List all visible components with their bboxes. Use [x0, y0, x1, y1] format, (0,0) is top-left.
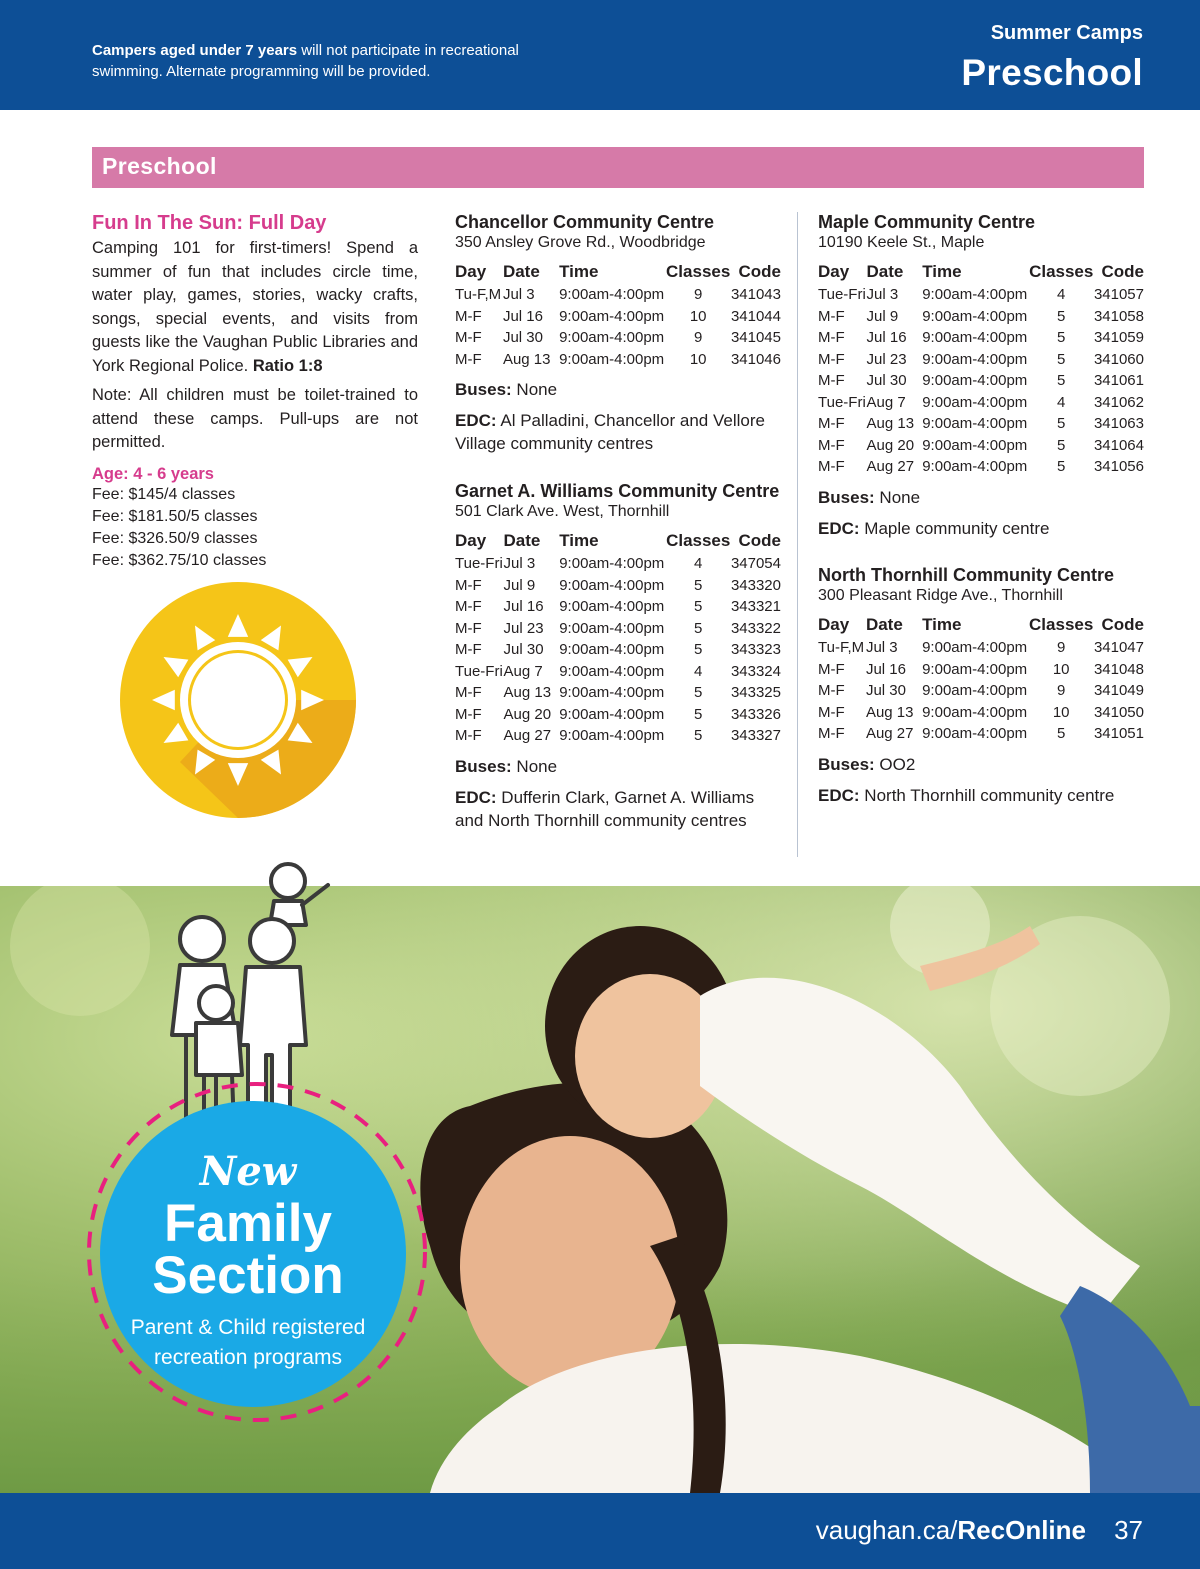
cell-date: Aug 20	[866, 436, 915, 454]
table-row	[818, 413, 1144, 435]
cell-date: Jul 3	[502, 286, 535, 304]
cell-classes: 9	[694, 286, 703, 304]
cell-code: 343325	[730, 684, 781, 702]
cell-day: M-F	[818, 703, 845, 721]
cell-code: 341062	[1093, 393, 1144, 411]
cell-date: Aug 27	[503, 727, 552, 745]
cell-code: 341056	[1093, 458, 1144, 476]
col-time: Time	[559, 531, 599, 550]
table-row	[455, 639, 781, 661]
buses-label: Buses:	[455, 756, 512, 776]
page-number: 37	[1114, 1515, 1143, 1545]
cell-classes: 5	[694, 705, 703, 723]
col-date: Date	[865, 615, 903, 634]
cell-date: Jul 3	[503, 555, 536, 573]
table-row	[818, 327, 1144, 349]
cell-date: Jul 30	[503, 641, 544, 659]
col-classes: Classes	[1029, 262, 1094, 281]
cell-classes: 5	[1057, 307, 1066, 325]
schedule-table	[818, 260, 1144, 478]
cell-classes: 4	[1057, 393, 1066, 411]
cell-time: 9:00am-4:00pm	[922, 286, 1028, 304]
cell-classes: 5	[1057, 329, 1066, 347]
cell-classes: 5	[694, 641, 703, 659]
page-footer	[0, 1493, 1200, 1569]
cell-time: 9:00am-4:00pm	[922, 660, 1028, 678]
table-row	[455, 553, 781, 575]
edc-value: North Thornhill community centre	[864, 785, 1115, 805]
cell-classes: 5	[694, 576, 703, 594]
col-time: Time	[559, 262, 599, 281]
cell-date: Jul 9	[503, 576, 536, 594]
cell-date: Jul 30	[502, 329, 543, 347]
cell-classes: 5	[1057, 725, 1066, 743]
fee-line: Fee: $362.75/10 classes	[92, 551, 267, 569]
header-page-title: Preschool	[961, 52, 1143, 93]
cell-code: 341050	[1093, 703, 1144, 721]
table-header-row	[818, 260, 1144, 284]
badge-new-label: New	[199, 1148, 297, 1195]
cell-classes: 4	[694, 662, 703, 680]
program-description-text: Camping 101 for first-timers! Spend a summer of fun that includes circle time, water play, games, stories, wacky crafts, songs, special events, and visits from guests like the Vaughan Public Libraries and York Regional Police.	[92, 239, 418, 375]
venue-name: Chancellor Community Centre	[455, 212, 715, 232]
venue-address: 501 Clark Ave. West, Thornhill	[455, 503, 670, 520]
cell-code: 343327	[730, 727, 781, 745]
edc-label: EDC:	[818, 518, 860, 538]
cell-date: Aug 27	[865, 725, 914, 743]
table-row	[455, 306, 781, 328]
cell-classes: 5	[694, 684, 703, 702]
cell-code: 341048	[1093, 660, 1144, 678]
cell-time: 9:00am-4:00pm	[559, 684, 665, 702]
col-time: Time	[922, 615, 962, 634]
buses-value: None	[516, 756, 558, 776]
table-row	[818, 637, 1144, 659]
section-heading-bar	[92, 147, 1144, 188]
column-divider	[797, 212, 798, 857]
cell-date: Aug 13	[502, 350, 551, 368]
table-header-row	[818, 613, 1144, 637]
col-classes: Classes	[1029, 615, 1094, 634]
cell-date: Aug 13	[866, 415, 915, 433]
cell-classes: 5	[694, 727, 703, 745]
cell-date: Jul 16	[503, 598, 544, 616]
fee-line: Fee: $145/4 classes	[92, 485, 236, 503]
cell-day: Tu-F,M	[818, 639, 865, 657]
col-classes: Classes	[666, 262, 731, 281]
col-day: Day	[455, 531, 487, 550]
cell-code: 341058	[1093, 307, 1144, 325]
program-title: Fun In The Sun: Full Day	[92, 212, 327, 234]
cell-classes: 9	[694, 329, 703, 347]
col-code: Code	[1101, 262, 1144, 281]
cell-classes: 10	[1052, 660, 1070, 678]
cell-classes: 10	[689, 307, 707, 325]
program-note	[92, 384, 418, 455]
cell-day: M-F	[455, 598, 482, 616]
cell-classes: 5	[694, 619, 703, 637]
cell-classes: 5	[694, 598, 703, 616]
venue-north-thornhill	[818, 565, 1144, 807]
table-row	[818, 392, 1144, 414]
cell-day: M-F	[818, 307, 845, 325]
venue-edc	[455, 409, 781, 455]
table-row	[818, 659, 1144, 681]
col-day: Day	[455, 262, 487, 281]
col-day: Day	[818, 615, 850, 634]
edc-value: Al Palladini, Chancellor and Vellore Village community centres	[455, 411, 765, 453]
cell-day: M-F	[455, 727, 482, 745]
table-row	[818, 723, 1144, 745]
cell-date: Aug 20	[503, 705, 552, 723]
header-note-bold: Campers aged under 7 years	[92, 42, 298, 59]
cell-time: 9:00am-4:00pm	[559, 641, 665, 659]
table-row	[455, 575, 781, 597]
page-header	[0, 0, 1200, 110]
badge-section-label: Section	[152, 1246, 344, 1305]
cell-day: Tue-Fri	[455, 662, 503, 680]
venue-name: Garnet A. Williams Community Centre	[455, 481, 780, 501]
venue-maple	[818, 212, 1144, 540]
cell-day: M-F	[455, 705, 482, 723]
edc-value: Dufferin Clark, Garnet A. Williams and North Thornhill community centres	[455, 787, 755, 830]
cell-day: M-F	[455, 307, 482, 325]
col-date: Date	[866, 262, 904, 281]
cell-code: 341047	[1093, 639, 1144, 657]
edc-label: EDC:	[455, 787, 497, 807]
cell-day: M-F	[455, 641, 482, 659]
cell-day: Tue-Fri	[455, 555, 503, 573]
cell-time: 9:00am-4:00pm	[922, 415, 1028, 433]
venue-buses	[455, 378, 781, 401]
table-row	[818, 680, 1144, 702]
badge-family-label: Family	[164, 1194, 332, 1253]
cell-time: 9:00am-4:00pm	[559, 727, 665, 745]
cell-time: 9:00am-4:00pm	[559, 705, 665, 723]
program-description	[92, 237, 418, 378]
venue-address: 10190 Keele St., Maple	[818, 234, 985, 251]
edc-label: EDC:	[455, 411, 497, 430]
schedule-table	[455, 529, 781, 747]
cell-time: 9:00am-4:00pm	[922, 639, 1028, 657]
cell-time: 9:00am-4:00pm	[922, 703, 1028, 721]
cell-code: 341044	[730, 307, 781, 325]
program-info	[92, 212, 418, 572]
table-row	[455, 661, 781, 683]
cell-classes: 5	[1057, 415, 1066, 433]
cell-time: 9:00am-4:00pm	[559, 555, 665, 573]
cell-code: 341057	[1093, 286, 1144, 304]
cell-classes: 4	[694, 555, 703, 573]
table-row	[455, 596, 781, 618]
cell-time: 9:00am-4:00pm	[559, 619, 665, 637]
footer-url-bold: RecOnline	[957, 1515, 1086, 1545]
cell-day: M-F	[818, 725, 845, 743]
buses-value: None	[516, 380, 558, 399]
cell-date: Aug 7	[503, 662, 543, 680]
header-section-label: Summer Camps	[990, 22, 1143, 44]
table-row	[818, 349, 1144, 371]
cell-code: 343321	[730, 598, 781, 616]
cell-time: 9:00am-4:00pm	[922, 725, 1028, 743]
cell-date: Jul 23	[503, 619, 544, 637]
venue-address: 300 Pleasant Ridge Ave., Thornhill	[818, 587, 1063, 604]
footer-url-prefix: vaughan.ca/	[815, 1515, 958, 1545]
venue-name: Maple Community Centre	[818, 212, 1036, 232]
venue-edc	[455, 786, 781, 832]
table-header-row	[455, 260, 781, 284]
cell-code: 341063	[1093, 415, 1144, 433]
cell-code: 341043	[730, 286, 781, 304]
cell-date: Jul 16	[865, 660, 906, 678]
header-note	[92, 40, 562, 82]
cell-day: M-F	[818, 415, 845, 433]
cell-date: Aug 27	[866, 458, 915, 476]
cell-date: Jul 16	[866, 329, 907, 347]
cell-time: 9:00am-4:00pm	[559, 350, 665, 368]
venue-buses	[455, 755, 781, 778]
table-row	[818, 284, 1144, 306]
table-row	[455, 704, 781, 726]
cell-code: 347054	[730, 555, 781, 573]
cell-code: 343322	[730, 619, 781, 637]
cell-code: 343326	[730, 705, 781, 723]
venue-name: North Thornhill Community Centre	[818, 565, 1114, 585]
cell-date: Jul 3	[865, 639, 898, 657]
cell-day: M-F	[818, 329, 845, 347]
cell-time: 9:00am-4:00pm	[922, 393, 1028, 411]
cell-classes: 5	[1057, 372, 1066, 390]
edc-label: EDC:	[818, 785, 860, 805]
cell-code: 341046	[730, 350, 781, 368]
col-time: Time	[922, 262, 962, 281]
cell-code: 341060	[1093, 350, 1144, 368]
venue-address: 350 Ansley Grove Rd., Woodbridge	[455, 234, 706, 251]
table-row	[455, 725, 781, 747]
cell-time: 9:00am-4:00pm	[922, 436, 1028, 454]
cell-day: M-F	[818, 660, 845, 678]
col-classes: Classes	[666, 531, 731, 550]
cell-date: Jul 23	[866, 350, 907, 368]
cell-time: 9:00am-4:00pm	[559, 329, 665, 347]
program-note-label: Note:	[92, 386, 132, 404]
buses-value: OO2	[879, 754, 916, 774]
table-row	[455, 284, 781, 306]
table-row	[818, 702, 1144, 724]
cell-date: Jul 30	[865, 682, 906, 700]
cell-day: M-F	[818, 682, 845, 700]
section-heading: Preschool	[102, 153, 217, 179]
cell-time: 9:00am-4:00pm	[922, 350, 1028, 368]
cell-time: 9:00am-4:00pm	[922, 682, 1028, 700]
cell-classes: 5	[1057, 436, 1066, 454]
cell-classes: 10	[1052, 703, 1070, 721]
table-row	[818, 306, 1144, 328]
cell-classes: 5	[1057, 350, 1066, 368]
buses-label: Buses:	[818, 754, 875, 774]
venue-edc	[818, 784, 1144, 807]
cell-code: 343320	[730, 576, 781, 594]
buses-label: Buses:	[818, 487, 875, 507]
venue-buses	[818, 486, 1144, 509]
venue-buses	[818, 753, 1144, 776]
table-row	[455, 327, 781, 349]
cell-day: M-F	[818, 372, 845, 390]
cell-date: Aug 13	[503, 684, 552, 702]
cell-day: M-F	[455, 684, 482, 702]
program-ratio: Ratio 1:8	[252, 356, 323, 375]
table-row	[455, 349, 781, 371]
table-row	[455, 618, 781, 640]
fee-line: Fee: $326.50/9 classes	[92, 529, 258, 547]
cell-time: 9:00am-4:00pm	[922, 458, 1028, 476]
cell-time: 9:00am-4:00pm	[922, 329, 1028, 347]
cell-date: Jul 9	[866, 307, 899, 325]
table-header-row	[455, 529, 781, 553]
cell-classes: 4	[1057, 286, 1066, 304]
program-note-text: All children must be toilet-trained to attend these camps. Pull-ups are not permitted.	[92, 386, 418, 451]
col-day: Day	[818, 262, 850, 281]
table-row	[455, 682, 781, 704]
cell-time: 9:00am-4:00pm	[922, 307, 1028, 325]
fee-line: Fee: $181.50/5 classes	[92, 507, 258, 525]
cell-day: M-F	[455, 576, 482, 594]
col-date: Date	[503, 531, 541, 550]
col-code: Code	[738, 531, 781, 550]
cell-classes: 9	[1057, 639, 1066, 657]
col-code: Code	[1101, 615, 1144, 634]
cell-date: Aug 7	[866, 393, 906, 411]
cell-day: Tue-Fri	[818, 393, 866, 411]
table-row	[818, 370, 1144, 392]
cell-day: M-F	[455, 350, 482, 368]
table-row	[818, 456, 1144, 478]
cell-code: 343323	[730, 641, 781, 659]
footer-url[interactable]	[816, 1515, 1086, 1546]
cell-day: M-F	[818, 350, 845, 368]
cell-time: 9:00am-4:00pm	[559, 662, 665, 680]
buses-value: None	[879, 487, 921, 507]
cell-code: 341045	[730, 329, 781, 347]
col-code: Code	[738, 262, 781, 281]
schedule-table	[818, 613, 1144, 745]
cell-time: 9:00am-4:00pm	[559, 307, 665, 325]
cell-day: M-F	[455, 619, 482, 637]
cell-date: Jul 16	[502, 307, 543, 325]
cell-code: 341059	[1093, 329, 1144, 347]
cell-day: Tu-F,M	[455, 286, 502, 304]
cell-code: 341061	[1093, 372, 1144, 390]
cell-date: Aug 13	[865, 703, 914, 721]
cell-classes: 5	[1057, 458, 1066, 476]
cell-time: 9:00am-4:00pm	[559, 598, 665, 616]
cell-date: Jul 3	[866, 286, 899, 304]
cell-date: Jul 30	[866, 372, 907, 390]
cell-time: 9:00am-4:00pm	[559, 286, 665, 304]
venue-chancellor	[455, 212, 781, 455]
venue-edc	[818, 517, 1144, 540]
cell-classes: 9	[1057, 682, 1066, 700]
program-age: Age: 4 - 6 years	[92, 464, 214, 483]
cell-day: M-F	[455, 329, 482, 347]
venue-garnet-williams	[455, 481, 781, 832]
sun-icon	[120, 582, 356, 818]
badge-subtitle: Parent & Child registered recreation programs	[130, 1316, 366, 1369]
buses-label: Buses:	[455, 380, 512, 399]
cell-code: 341064	[1093, 436, 1144, 454]
cell-day: M-F	[818, 458, 845, 476]
cell-code: 341049	[1093, 682, 1144, 700]
cell-time: 9:00am-4:00pm	[559, 576, 665, 594]
schedule-table	[455, 260, 781, 370]
header-note-text: will not participate in recreational swimming. Alternate programming will be provided.	[92, 42, 519, 80]
col-date: Date	[502, 262, 540, 281]
cell-code: 341051	[1093, 725, 1144, 743]
cell-day: Tue-Fri	[818, 286, 866, 304]
cell-classes: 10	[689, 350, 707, 368]
table-row	[818, 435, 1144, 457]
cell-code: 343324	[730, 662, 781, 680]
cell-day: M-F	[818, 436, 845, 454]
cell-time: 9:00am-4:00pm	[922, 372, 1028, 390]
edc-value: Maple community centre	[864, 518, 1050, 538]
